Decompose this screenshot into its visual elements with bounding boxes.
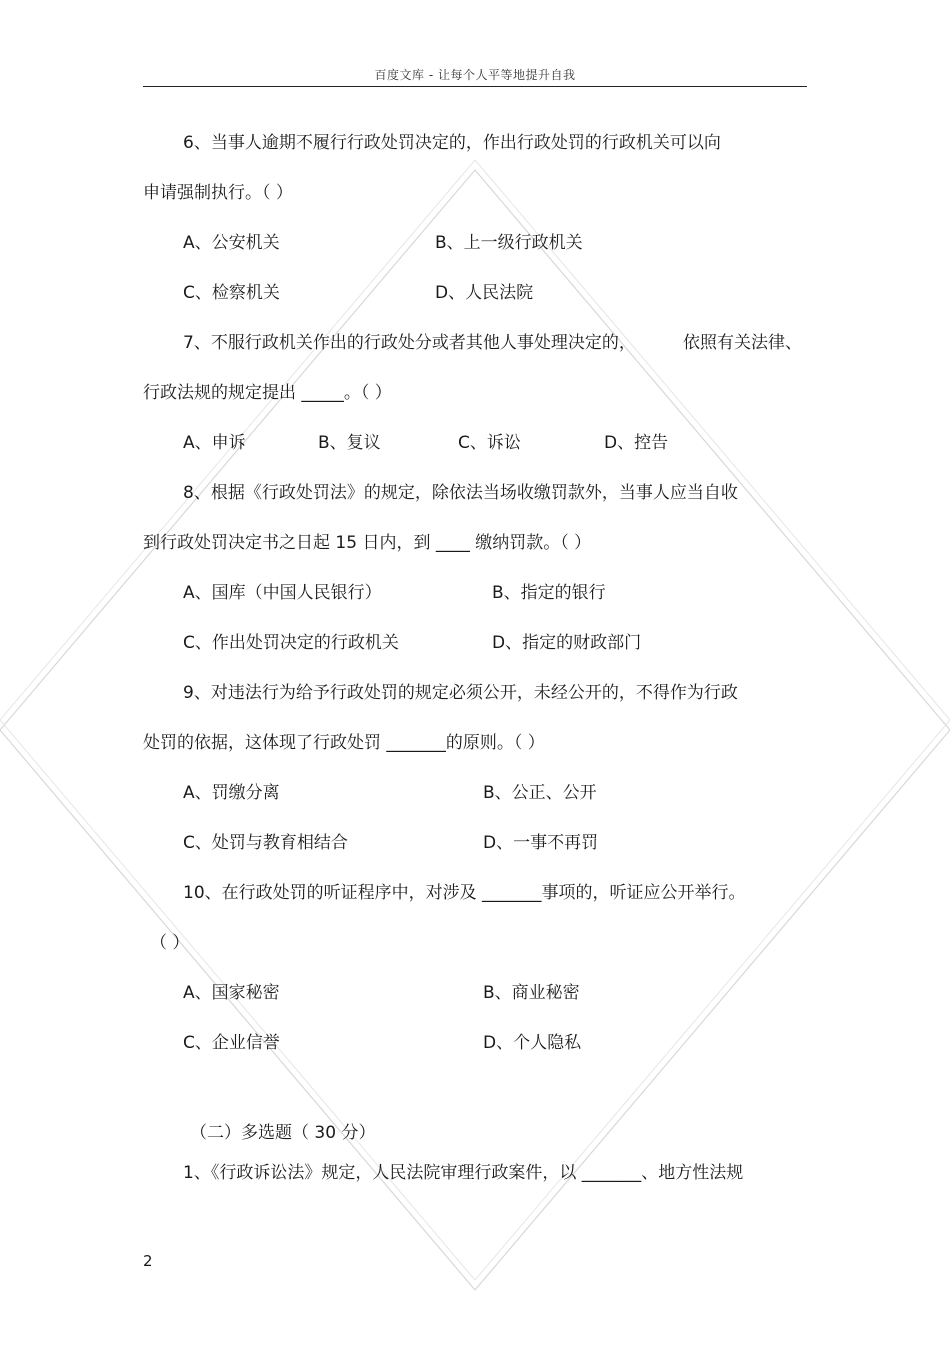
page-header: 百度文库 - 让每个人平等地提升自我 xyxy=(374,68,576,82)
q8-option-c: C、作出处罚决定的行政机关 xyxy=(183,633,399,653)
q6-stem-line1: 6、当事人逾期不履行行政处罚决定的，作出行政处罚的行政机关可以向 xyxy=(183,133,721,153)
q10-stem-line2: （ ） xyxy=(150,933,190,953)
q8-stem-line1: 8、根据《行政处罚法》的规定，除依法当场收缴罚款外，当事人应当自收 xyxy=(183,483,738,503)
q8-stem-line2: 到行政处罚决定书之日起 15 日内，到 ____ 缴纳罚款。（ ） xyxy=(143,533,592,553)
page-number: 2 xyxy=(143,1252,153,1270)
q10-option-b: B、商业秘密 xyxy=(483,983,580,1003)
q8-option-a: A、国库（中国人民银行） xyxy=(183,583,382,603)
q6-stem-line2: 申请强制执行。（ ） xyxy=(143,183,293,203)
q6-option-c: C、检察机关 xyxy=(183,283,280,303)
q6-option-d: D、人民法院 xyxy=(435,283,534,303)
q7-stem-line2: 行政法规的规定提出 _____。（ ） xyxy=(143,383,392,403)
q6-option-b: B、上一级行政机关 xyxy=(435,233,583,253)
s2-q1-stem-line1: 1、《行政诉讼法》规定，人民法院审理行政案件，以 _______、地方性法规 xyxy=(183,1163,744,1183)
section-title-multiple-choice: （二）多选题（ 30 分） xyxy=(190,1123,376,1143)
header-rule xyxy=(143,86,807,87)
q9-stem-line2: 处罚的依据，这体现了行政处罚 _______的原则。（ ） xyxy=(143,733,545,753)
q9-option-d: D、一事不再罚 xyxy=(483,833,599,853)
q8-option-d: D、指定的财政部门 xyxy=(492,633,642,653)
q7-stem-line1-end: 依照有关法律、 xyxy=(683,333,802,353)
q9-option-c: C、处罚与教育相结合 xyxy=(183,833,348,853)
q7-option-c: C、诉讼 xyxy=(458,433,521,453)
q8-option-b: B、指定的银行 xyxy=(492,583,606,603)
q7-stem-line1: 7、不服行政机关作出的行政处分或者其他人事处理决定的， xyxy=(183,333,636,353)
q7-option-d: D、控告 xyxy=(604,433,669,453)
q10-stem-line1: 10、在行政处罚的听证程序中，对涉及 _______事项的，听证应公开举行。 xyxy=(183,883,746,903)
q9-option-b: B、公正、公开 xyxy=(483,783,597,803)
q10-option-c: C、企业信誉 xyxy=(183,1033,280,1053)
q9-stem-line1: 9、对违法行为给予行政处罚的规定必须公开，未经公开的，不得作为行政 xyxy=(183,683,738,703)
q6-option-a: A、公安机关 xyxy=(183,233,280,253)
q10-option-d: D、个人隐私 xyxy=(483,1033,582,1053)
q10-option-a: A、国家秘密 xyxy=(183,983,280,1003)
q9-option-a: A、罚缴分离 xyxy=(183,783,280,803)
q7-option-b: B、复议 xyxy=(318,433,381,453)
q7-option-a: A、申诉 xyxy=(183,433,246,453)
